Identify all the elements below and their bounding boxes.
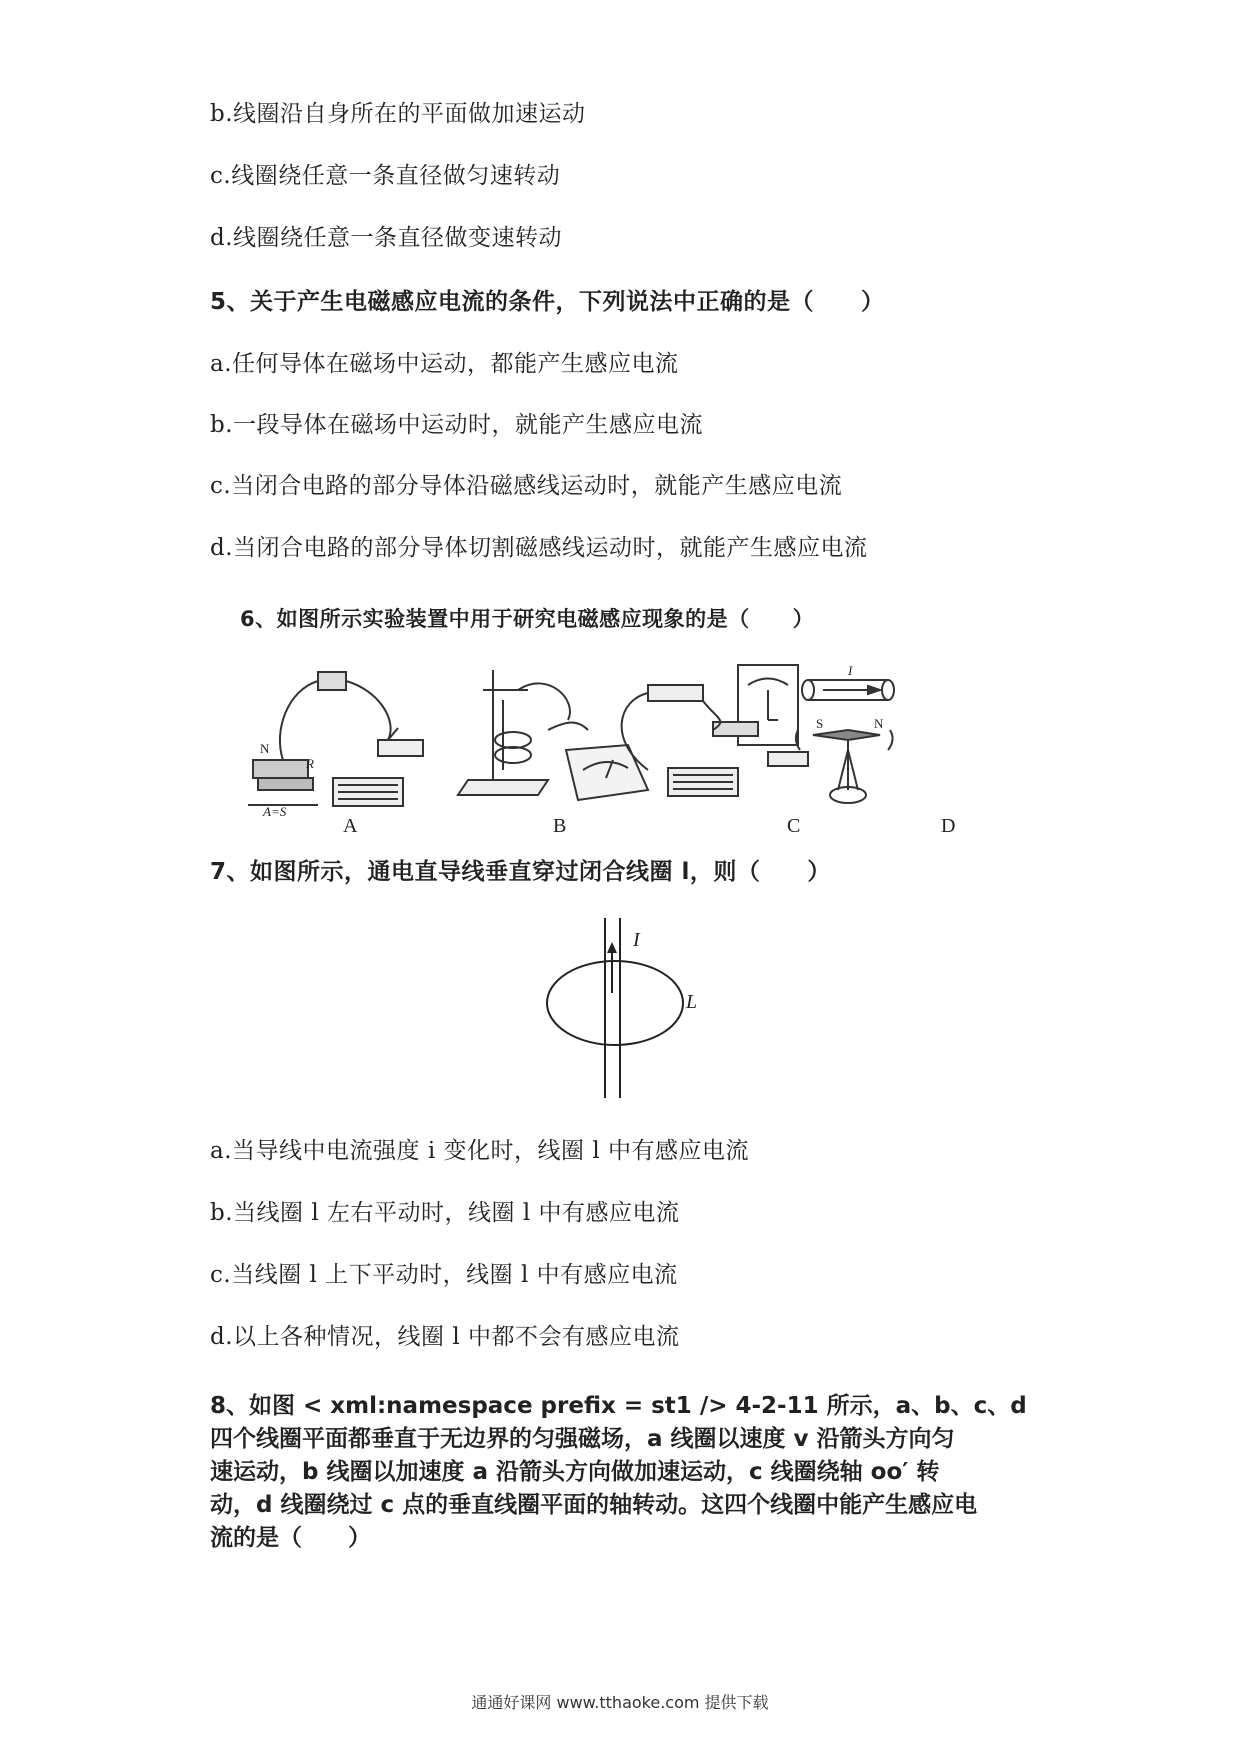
question-7-stem: 7、如图所示，通电直导线垂直穿过闭合线圈 l，则（ ） xyxy=(210,859,831,885)
q7-option-d: d.以上各种情况，线圈 l 中都不会有感应电流 xyxy=(210,1324,680,1350)
q8-line: 流的是（ ） xyxy=(210,1525,371,1551)
q5-option-a: a.任何导体在磁场中运动，都能产生感应电流 xyxy=(210,351,679,377)
question-6-stem: 6、如图所示实验装置中用于研究电磁感应现象的是（ ） xyxy=(240,607,815,631)
q8-line: 四个线圈平面都垂直于无边界的匀强磁场，a 线圈以速度 v 沿箭头方向匀 xyxy=(210,1426,955,1452)
question-5-stem: 5、关于产生电磁感应电流的条件，下列说法中正确的是（ ） xyxy=(210,289,885,315)
figure-label-b: B xyxy=(553,815,567,837)
option-line: d.线圈绕任意一条直径做变速转动 xyxy=(210,225,563,251)
apparatus-a xyxy=(248,672,423,806)
q7-option-b: b.当线圈 l 左右平动时，线圈 l 中有感应电流 xyxy=(210,1200,680,1226)
label-r: R xyxy=(306,756,314,771)
option-line: b.线圈沿自身所在的平面做加速运动 xyxy=(210,101,586,127)
label-n: N xyxy=(260,741,270,756)
q5-option-d: d.当闭合电路的部分导体切割磁感线运动时，就能产生感应电流 xyxy=(210,535,868,561)
page-footer: 通通好课网 www.tthaoke.com 提供下载 xyxy=(471,1693,769,1712)
q8-line: 动，d 线圈绕过 c 点的垂直线圈平面的轴转动。这四个线圈中能产生感应电 xyxy=(210,1492,978,1518)
q5-option-b: b.一段导体在磁场中运动时，就能产生感应电流 xyxy=(210,412,704,438)
label-current: I xyxy=(848,663,853,678)
q7-wire-loop-figure xyxy=(530,918,710,1098)
question-8 xyxy=(210,1390,1040,1555)
q8-line: 速运动，b 线圈以加速度 a 沿箭头方向做加速运动，c 线圈绕轴 oo′ 转 xyxy=(210,1459,940,1485)
figure-label-c: C xyxy=(787,815,801,837)
label-as: A=S xyxy=(263,804,287,819)
q5-option-c: c.当闭合电路的部分导体沿磁感线运动时，就能产生感应电流 xyxy=(210,473,843,499)
apparatus-b xyxy=(458,670,648,800)
q8-line: 8、如图 < xml:namespace prefix = st1 /> 4-2-11 所示，a、b、c、d xyxy=(210,1393,1027,1419)
q6-apparatus-figure xyxy=(248,660,1008,830)
label-loop-l: L xyxy=(686,991,698,1013)
label-n-pole: N xyxy=(874,716,884,731)
q7-option-a: a.当导线中电流强度 i 变化时，线圈 l 中有感应电流 xyxy=(210,1138,749,1164)
option-line: c.线圈绕任意一条直径做匀速转动 xyxy=(210,163,561,189)
apparatus-d xyxy=(796,680,894,803)
apparatus-c xyxy=(622,665,808,796)
q7-option-c: c.当线圈 l 上下平动时，线圈 l 中有感应电流 xyxy=(210,1262,678,1288)
figure-label-d: D xyxy=(941,815,956,837)
label-current-i: I xyxy=(633,929,640,951)
figure-label-a: A xyxy=(343,815,358,837)
label-s-pole: S xyxy=(816,716,824,731)
